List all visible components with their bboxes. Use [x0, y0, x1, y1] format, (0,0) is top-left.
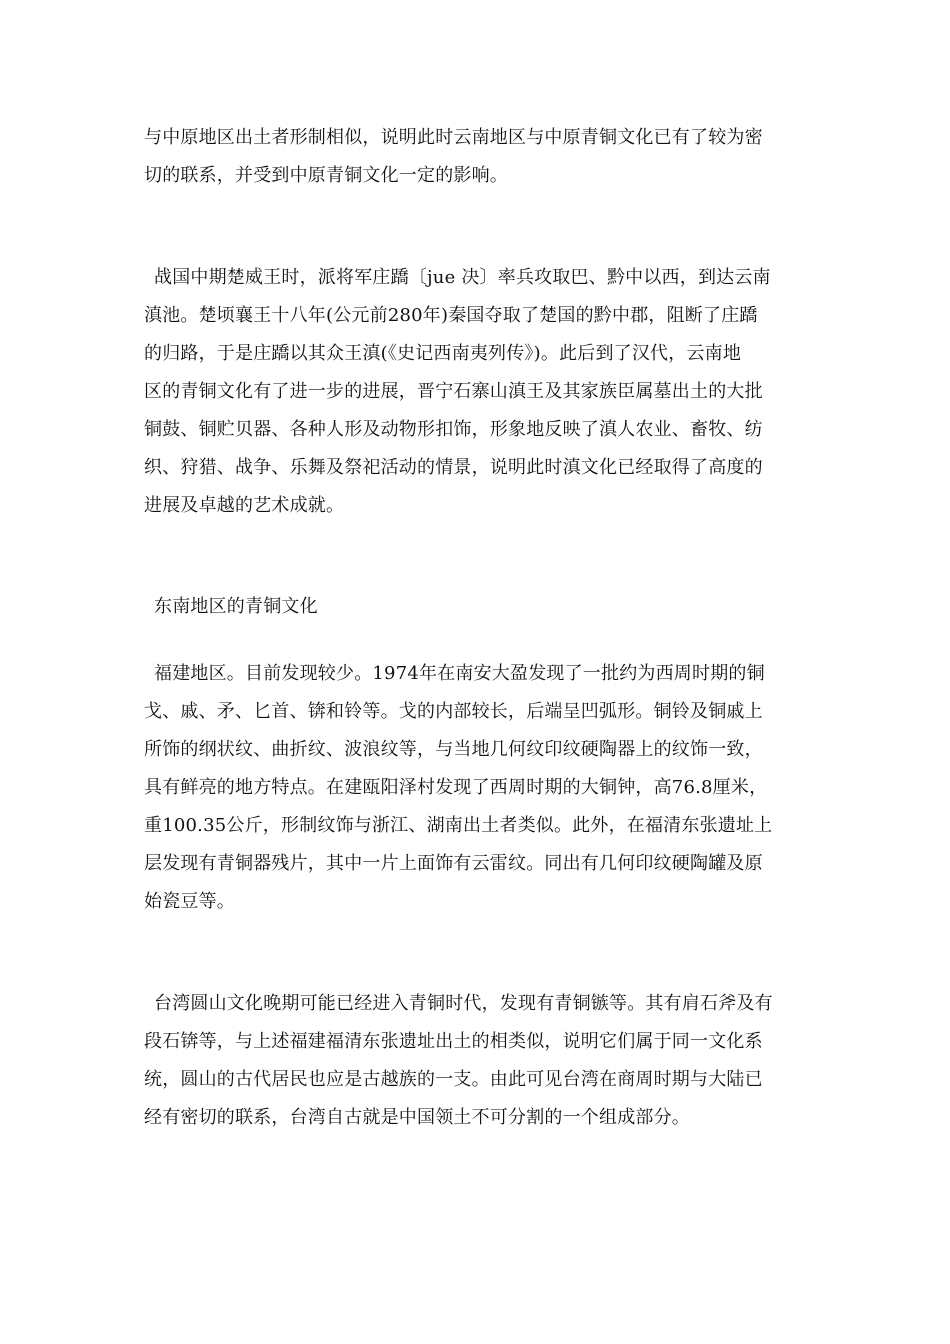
paragraph-2-line-3: 的归路，于是庄蹻以其众王滇(《史记西南夷列传》)。此后到了汉代，云南地 — [144, 343, 742, 364]
paragraph-4-line-4: 经有密切的联系，台湾自古就是中国领土不可分割的一个组成部分。 — [144, 1107, 690, 1128]
paragraph-2-line-2: 滇池。楚顷襄王十八年(公元前280年)秦国夺取了楚国的黔中郡，阻断了庄蹻 — [144, 305, 758, 326]
paragraph-4-line-3: 统，圆山的古代居民也应是古越族的一支。由此可见台湾在商周时期与大陆已 — [144, 1069, 763, 1090]
paragraph-2-line-5: 铜鼓、铜贮贝器、各种人形及动物形扣饰，形象地反映了滇人农业、畜牧、纺 — [144, 419, 763, 440]
paragraph-3-line-3: 所饰的纲状纹、曲折纹、波浪纹等，与当地几何纹印纹硬陶器上的纹饰一致， — [144, 739, 763, 760]
paragraph-3-line-7: 始瓷豆等。 — [144, 891, 235, 912]
section-heading: 东南地区的青铜文化 — [154, 596, 318, 617]
paragraph-3-line-5: 重100.35公斤，形制纹饰与浙江、湖南出土者类似。此外，在福清东张遗址上 — [144, 815, 773, 836]
paragraph-1-line-1: 与中原地区出土者形制相似，说明此时云南地区与中原青铜文化已有了较为密 — [144, 127, 763, 148]
paragraph-2-line-4: 区的青铜文化有了进一步的进展，晋宁石寨山滇王及其家族臣属墓出土的大批 — [144, 381, 763, 402]
paragraph-2-line-1: 战国中期楚威王时，派将军庄蹻〔jue 决〕率兵攻取巴、黔中以西，到达云南 — [154, 267, 771, 288]
paragraph-2-line-6: 织、狩猎、战争、乐舞及祭祀活动的情景，说明此时滇文化已经取得了高度的 — [144, 457, 763, 478]
paragraph-3-line-4: 具有鲜亮的地方特点。在建瓯阳泽村发现了西周时期的大铜钟，高76.8厘米， — [144, 777, 768, 798]
paragraph-3-line-6: 层发现有青铜器残片，其中一片上面饰有云雷纹。同出有几何印纹硬陶罐及原 — [144, 853, 763, 874]
paragraph-1-line-2: 切的联系，并受到中原青铜文化一定的影响。 — [144, 165, 508, 186]
paragraph-4-line-1: 台湾圆山文化晚期可能已经进入青铜时代，发现有青铜镞等。其有肩石斧及有 — [154, 993, 773, 1014]
paragraph-2-line-7: 进展及卓越的艺术成就。 — [144, 495, 345, 516]
paragraph-4-line-2: 段石锛等，与上述福建福清东张遗址出土的相类似，说明它们属于同一文化系 — [144, 1031, 763, 1052]
paragraph-3-line-1: 福建地区。目前发现较少。1974年在南安大盈发现了一批约为西周时期的铜 — [154, 663, 765, 684]
paragraph-3-line-2: 戈、戚、矛、匕首、锛和铃等。戈的内部较长，后端呈凹弧形。铜铃及铜戚上 — [144, 701, 763, 722]
